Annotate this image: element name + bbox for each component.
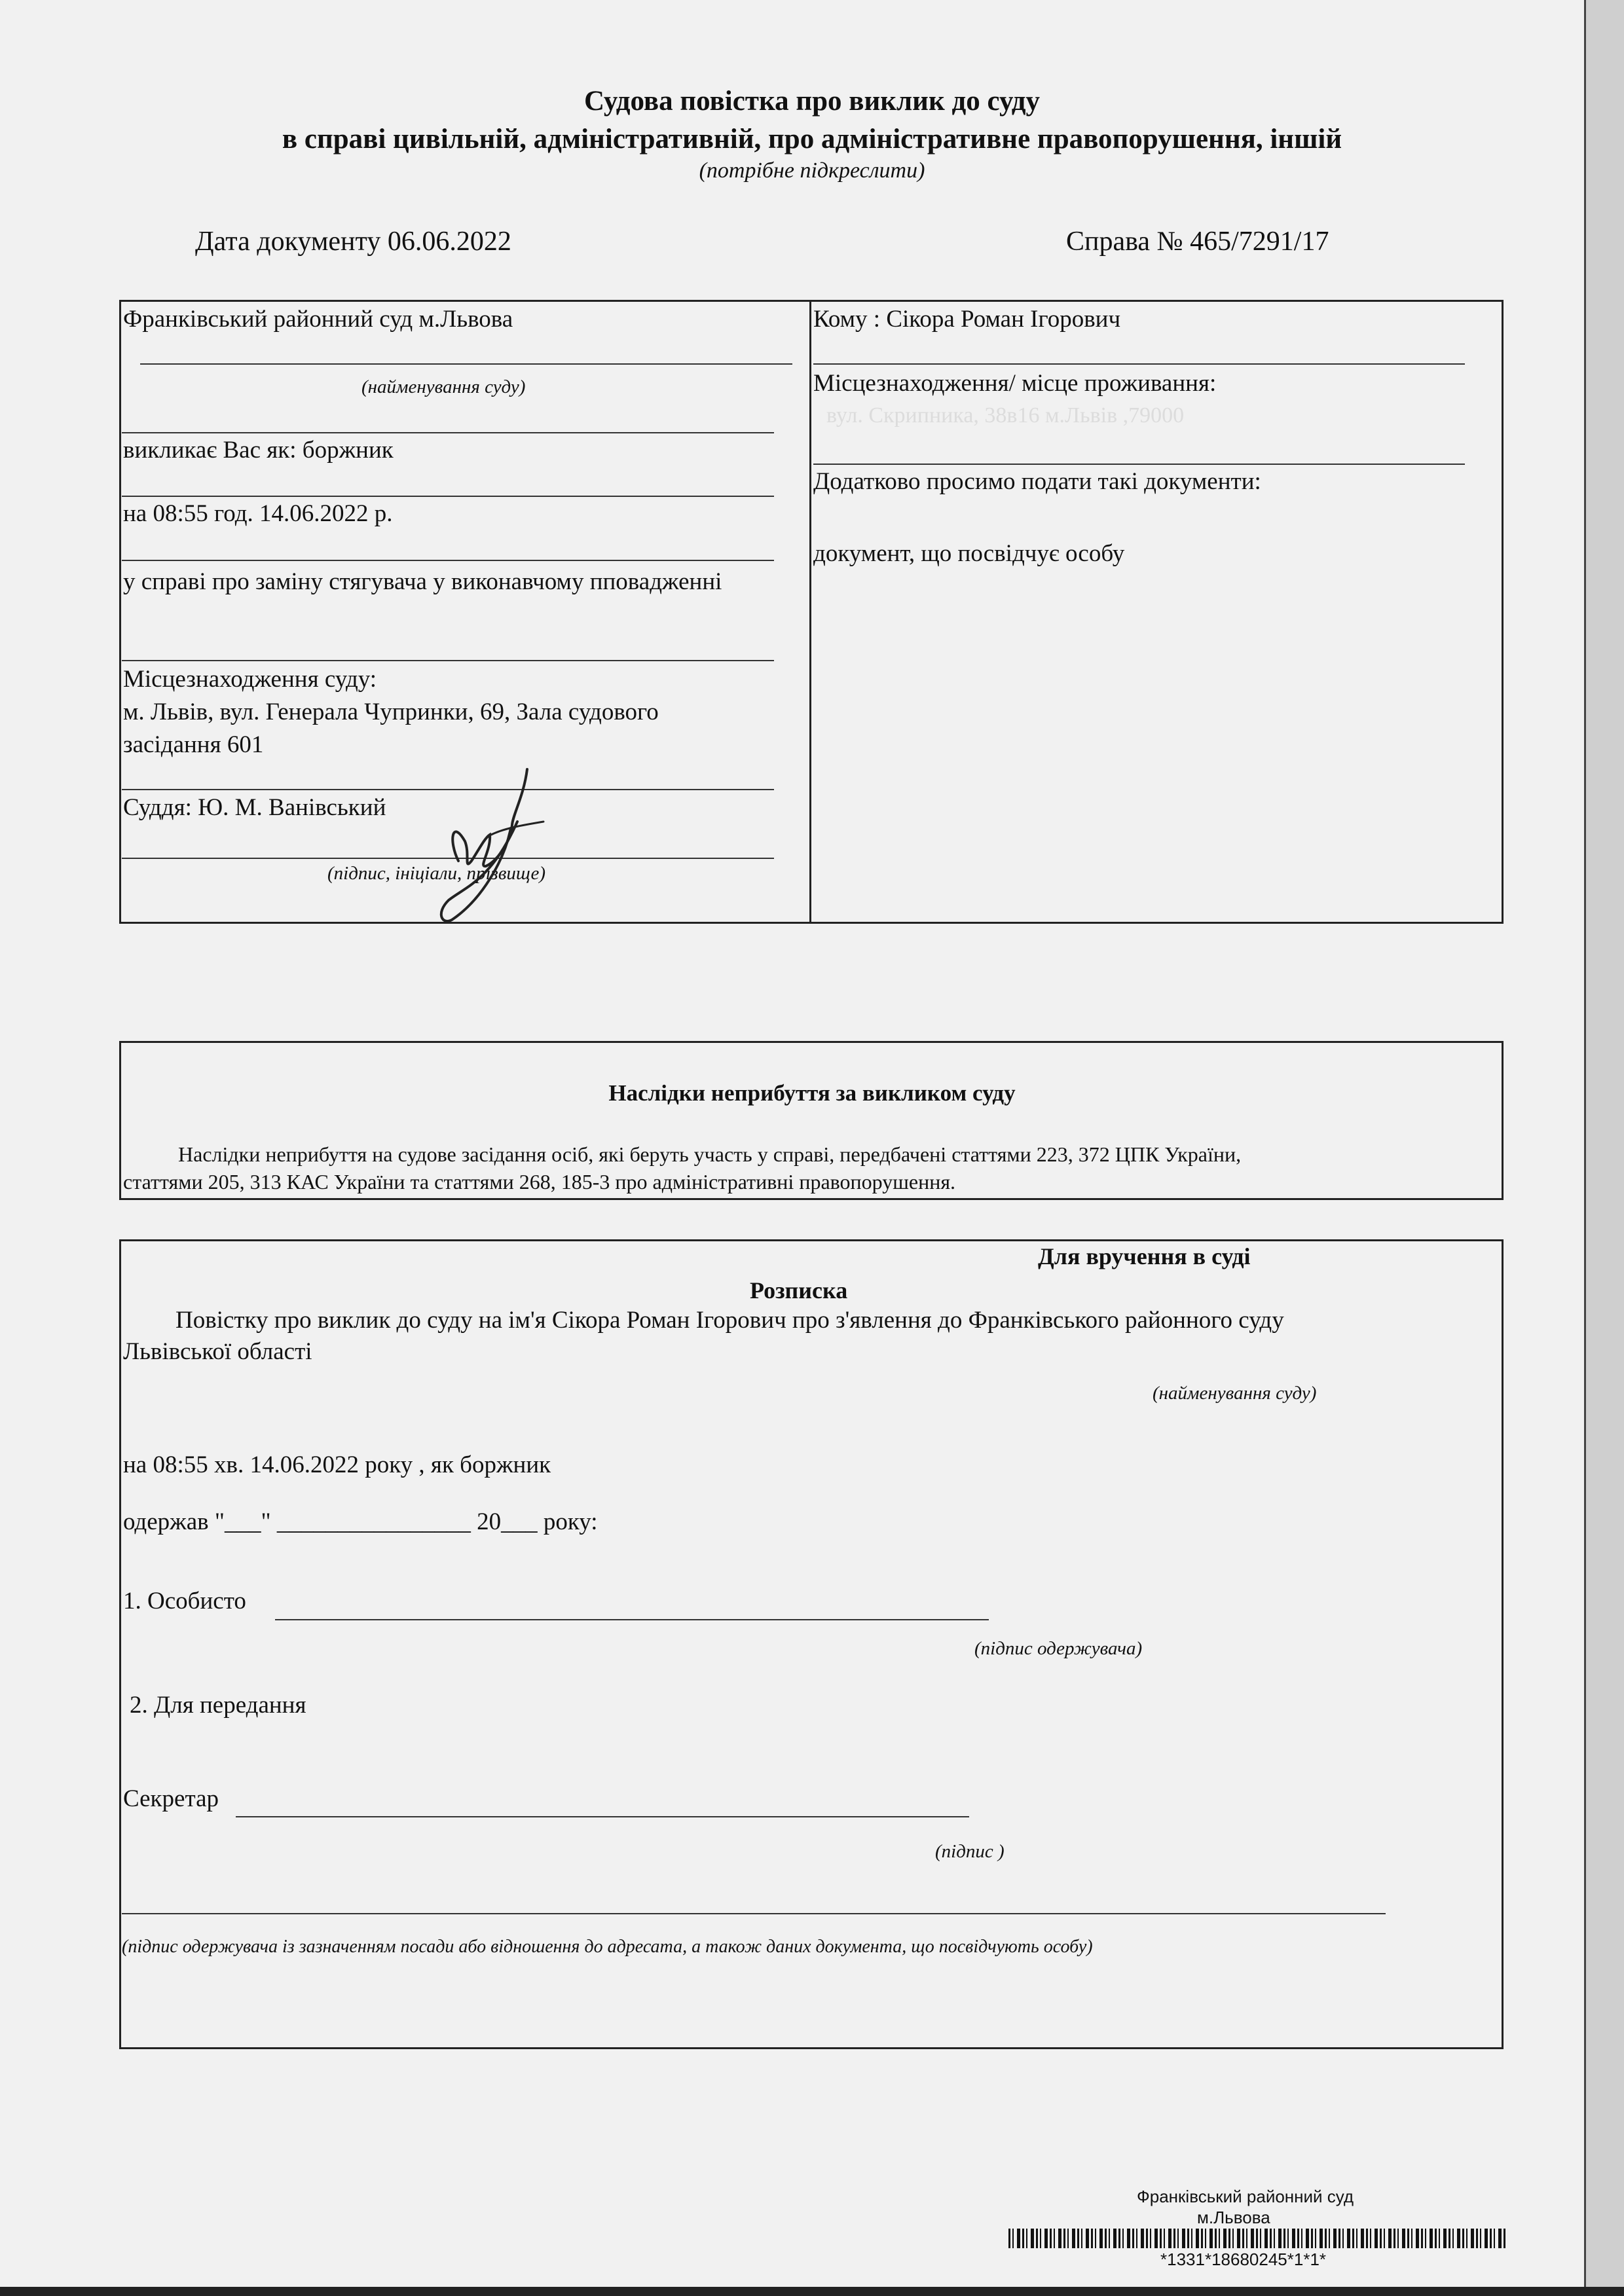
scan-edge <box>1584 0 1624 2296</box>
receipt-title: Розписка <box>750 1277 848 1303</box>
document-date: Дата документу 06.06.2022 <box>195 227 511 257</box>
residence-label: Місцезнаходження/ місце проживання: <box>813 370 1217 397</box>
summons-divider <box>809 300 811 922</box>
receipt-line1: Повістку про виклик до суду на ім'я Сікора Роман Ігорович про з'явлення до Франківського районного суду <box>175 1307 1284 1334</box>
separator-line-3 <box>122 560 774 561</box>
received-date-line: одержав "___" ________________ 20___ року: <box>123 1508 598 1535</box>
scan-bottom-edge <box>0 2287 1624 2296</box>
court-location-label: Місцезнаходження суду: <box>123 666 377 693</box>
court-location-line1: м. Львів, вул. Генерала Чупринки, 69, Зала судового <box>123 699 659 725</box>
separator-line-2 <box>122 496 774 497</box>
barcode-text: *1331*18680245*1*1* <box>1160 2250 1327 2269</box>
calls-as: викликає Вас як: боржник <box>123 437 394 464</box>
summons-box <box>119 300 1504 924</box>
footer-court-line1: Франківський районний суд <box>1137 2187 1354 2206</box>
for-transfer-label: 2. Для передання <box>130 1692 306 1719</box>
underline-note: (потрібне підкреслити) <box>699 158 925 183</box>
judge-name: Суддя: Ю. М. Ванівський <box>123 794 386 821</box>
recipient-signature-hint: (підпис одержувача) <box>974 1638 1143 1659</box>
secretary-signature-line <box>236 1816 969 1817</box>
extra-docs-value: документ, що посвідчує особу <box>813 540 1125 567</box>
recipient-name: Кому : Сікора Роман Ігорович <box>813 306 1121 333</box>
consequences-text-line2: статтями 205, 313 КАС України та статтями 268, 185-3 про адміністративні правопорушення. <box>123 1170 956 1194</box>
hearing-time: на 08:55 год. 14.06.2022 р. <box>123 500 393 527</box>
receipt-line2: Львівської області <box>123 1338 312 1365</box>
case-subject: у справі про заміну стягувача у виконавчому пповадженні <box>123 568 722 595</box>
document-subtitle: в справі цивільній, адміністративній, про адміністративне правопорушення, іншій <box>282 124 1342 155</box>
separator-line-4 <box>122 660 774 661</box>
footer-court-line2: м.Львова <box>1197 2208 1270 2227</box>
document-title: Судова повістка про виклик до суду <box>583 86 1041 117</box>
residence-value-redacted: вул. Скрипника, 38в16 м.Львів ,79000 <box>826 403 1185 428</box>
consequences-title: Наслідки неприбуття за викликом суду <box>608 1080 1016 1106</box>
for-delivery-label: Для вручення в суді <box>1038 1243 1251 1269</box>
case-number: Справа № 465/7291/17 <box>1066 227 1329 257</box>
court-name-hint: (найменування суду) <box>361 376 526 397</box>
final-signature-hint: (підпис одержувача із зазначенням посади або відношення до адресата, а також даних документа, що посвідчують особу) <box>122 1937 1093 1957</box>
barcode <box>1008 2229 1506 2248</box>
court-name-line <box>140 363 792 365</box>
signature-hint: (підпис, ініціали, прізвище) <box>327 863 546 884</box>
receipt-court-hint: (найменування суду) <box>1153 1383 1317 1404</box>
court-name: Франківський районний суд м.Львова <box>123 306 513 333</box>
secretary-label: Секретар <box>123 1785 219 1812</box>
final-signature-line <box>122 1913 1386 1914</box>
judge-signature <box>413 763 563 926</box>
consequences-text-line1: Наслідки неприбуття на судове засідання осіб, які беруть участь у справі, передбачені статтями 223, 372 ЦПК України, <box>178 1142 1242 1166</box>
receipt-time-line: на 08:55 хв. 14.06.2022 року , як боржник <box>123 1451 551 1478</box>
separator-line-1 <box>122 432 774 433</box>
residence-line <box>813 464 1465 465</box>
court-location-line2: засідання 601 <box>123 731 264 758</box>
secretary-signature-hint: (підпис ) <box>935 1841 1005 1862</box>
extra-docs-label: Додатково просимо подати такі документи: <box>813 468 1261 495</box>
personally-label: 1. Особисто <box>123 1588 246 1614</box>
personally-signature-line <box>275 1619 989 1620</box>
receipt-box <box>119 1239 1504 2049</box>
recipient-line <box>813 363 1465 365</box>
